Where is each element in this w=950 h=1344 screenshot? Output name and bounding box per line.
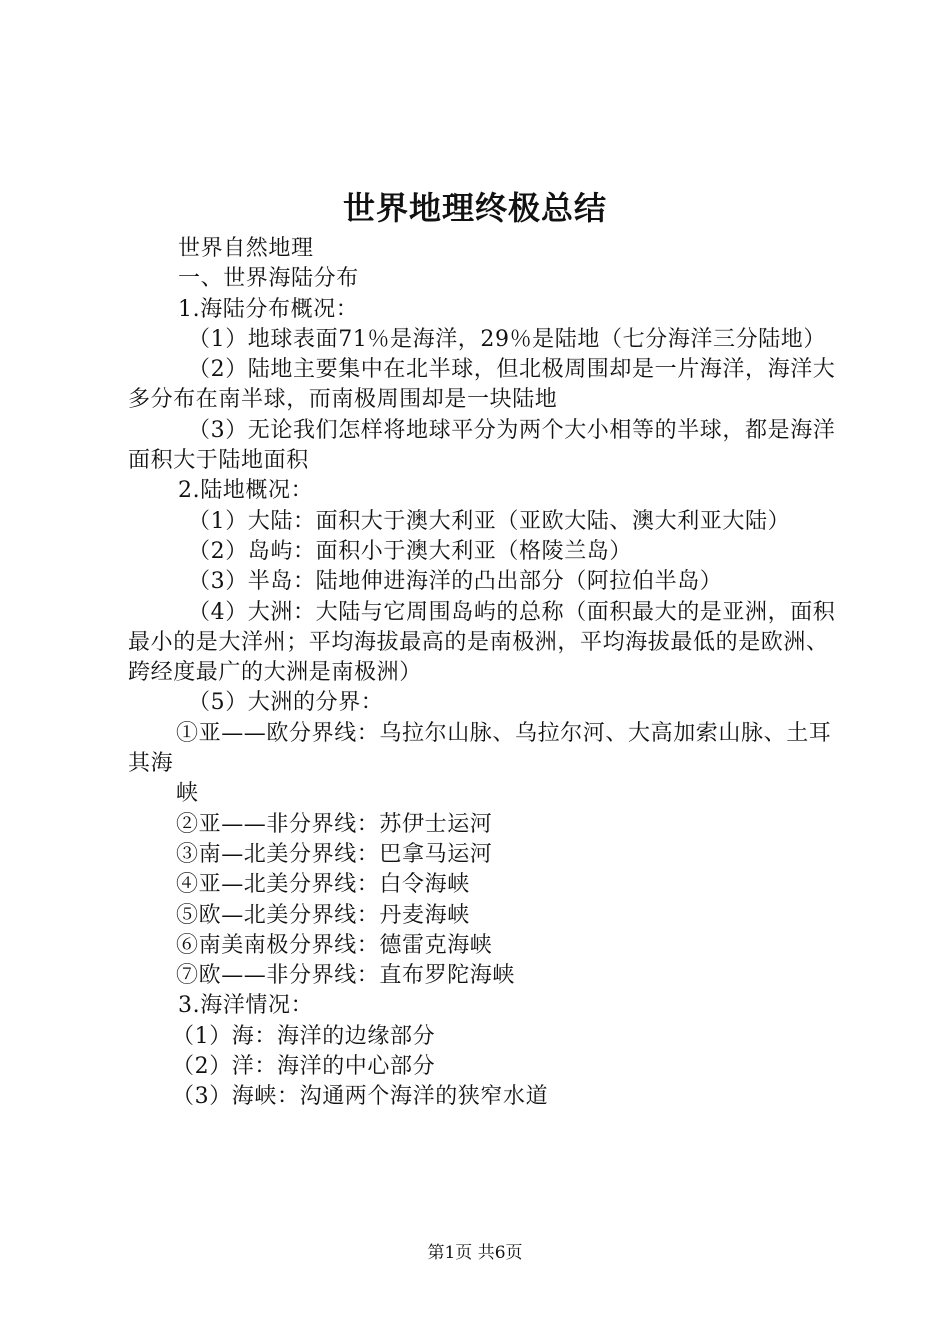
list-item: （1）海：海洋的边缘部分 xyxy=(172,1023,436,1049)
section-heading: 世界自然地理 xyxy=(178,236,314,261)
paragraph: （2）陆地主要集中在北半球，但北极周围却是一片海洋，海洋大多分布在南半球，而南极周围却是一块陆地 xyxy=(128,357,836,413)
document-title: 世界地理终极总结 xyxy=(342,189,607,227)
paragraph: （5）大洲的分界： xyxy=(188,690,384,716)
page-footer: 第1页 共6页 xyxy=(427,1243,523,1263)
list-item: （2）洋：海洋的中心部分 xyxy=(172,1054,436,1080)
boundary-item: ③南—北美分界线：巴拿马运河 xyxy=(176,841,493,867)
paragraph: （3）半岛：陆地伸进海洋的凸出部分（阿拉伯半岛） xyxy=(188,569,723,595)
paragraph: （4）大洲：大陆与它周围岛屿的总称（面积最大的是亚洲，面积最小的是大洋州；平均海拔最高的是南极洲，平均海拔最低的是欧洲、跨经度最广的大洲是南极洲） xyxy=(128,599,836,686)
boundary-item: ①亚——欧分界线：乌拉尔山脉、乌拉尔河、大高加索山脉、土耳其海 xyxy=(128,720,832,777)
subsection-heading: 3.海洋情况： xyxy=(178,993,314,1019)
list-item: （3）海峡：沟通两个海洋的狭窄水道 xyxy=(172,1084,549,1110)
boundary-item-continuation: 峡 xyxy=(176,781,199,807)
paragraph: （3）无论我们怎样将地球平分为两个大小相等的半球，都是海洋面积大于陆地面积 xyxy=(128,417,836,474)
boundary-item: ⑥南美南极分界线：德雷克海峡 xyxy=(176,932,493,958)
boundary-item: ⑤欧—北美分界线：丹麦海峡 xyxy=(176,902,470,928)
boundary-item: ⑦欧——非分界线：直布罗陀海峡 xyxy=(176,963,516,989)
boundary-item: ④亚—北美分界线：白令海峡 xyxy=(176,872,470,898)
document-body xyxy=(128,234,838,1113)
paragraph: （1）地球表面71％是海洋，29％是陆地（七分海洋三分陆地） xyxy=(188,326,826,352)
subsection-heading: 2.陆地概况： xyxy=(178,478,314,504)
boundary-item: ②亚——非分界线：苏伊士运河 xyxy=(176,811,493,837)
paragraph: （1）大陆：面积大于澳大利亚（亚欧大陆、澳大利亚大陆） xyxy=(188,508,791,534)
subsection-heading: 一、世界海陆分布 xyxy=(178,266,359,292)
subsection-heading: 1.海陆分布概况： xyxy=(178,296,359,322)
paragraph: （2）岛屿：面积小于澳大利亚（格陵兰岛） xyxy=(188,538,632,564)
